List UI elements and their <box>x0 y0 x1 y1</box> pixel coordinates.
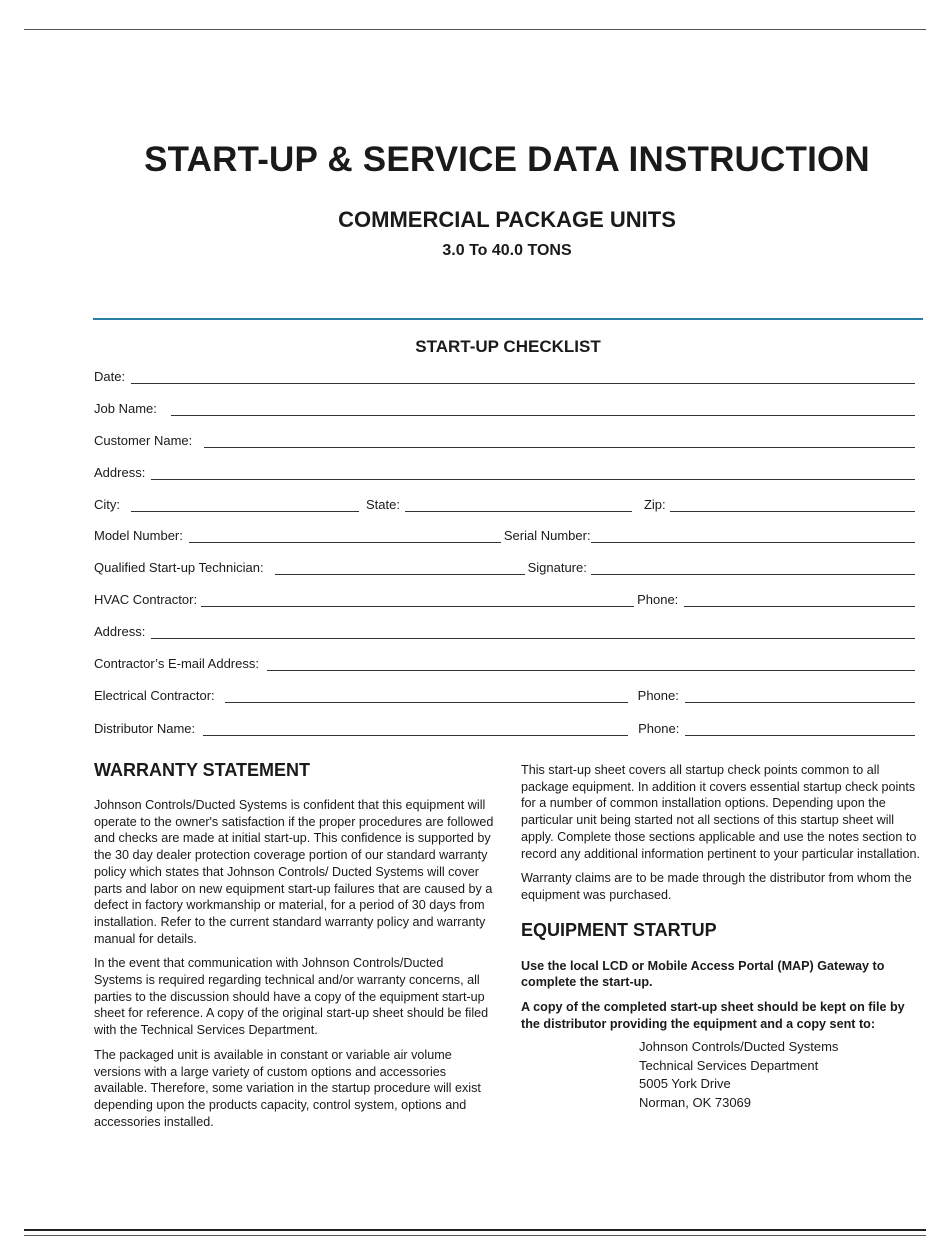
job-name-label: Job Name: <box>94 401 157 416</box>
date-row <box>94 367 915 384</box>
warranty-paragraph-2: In the event that communication with Johnson Controls/Ducted Systems is required regarding technical and/or warranty concerns, all parties to the discussion should have a copy of the equipment start-up sheet for reference. A copy of the original start-up sheet should be filed with the Technical Services Department. <box>94 956 489 1038</box>
model-serial-row <box>94 526 915 543</box>
contractor-email-label: Contractor’s E-mail Address: <box>94 656 259 671</box>
hvac-contractor-field[interactable] <box>201 594 634 607</box>
equipment-startup-heading: EQUIPMENT STARTUP <box>521 919 717 940</box>
model-number-field[interactable] <box>189 530 501 543</box>
distributor-phone-field[interactable] <box>685 723 915 736</box>
tonnage-range: 3.0 To 40.0 TONS <box>442 242 572 259</box>
serial-number-label: Serial Number: <box>503 528 591 543</box>
phone-label-3: Phone: <box>638 721 680 736</box>
bottom-rule-thin <box>24 1235 926 1236</box>
coverage-paragraph: This start-up sheet covers all startup check points common to all package equipment. In addition it covers essential startup check points for a number of common installation options. Depending upon the particular unit being started not all sections of this startup sheet will apply. Complete those sections applicable and use the notes section to record any additional information pertinent to your particular installation. <box>521 763 921 861</box>
city-field[interactable] <box>131 499 359 512</box>
right-column <box>521 762 923 1112</box>
serial-number-field[interactable] <box>591 530 915 543</box>
technician-row <box>94 558 915 575</box>
bottom-rule <box>24 1229 926 1231</box>
signature-label: Signature: <box>527 560 587 575</box>
date-field[interactable] <box>131 371 915 384</box>
address-label: Address: <box>94 465 146 480</box>
state-field[interactable] <box>405 499 632 512</box>
distributor-name-label: Distributor Name: <box>94 721 196 736</box>
job-name-row <box>94 399 915 416</box>
technician-field[interactable] <box>275 562 525 575</box>
signature-field[interactable] <box>591 562 915 575</box>
customer-name-label: Customer Name: <box>94 433 193 448</box>
phone-label: Phone: <box>637 592 679 607</box>
distributor-name-field[interactable] <box>203 723 628 736</box>
mailing-address <box>639 1038 923 1112</box>
address-row <box>94 463 915 480</box>
date-label: Date: <box>94 369 126 384</box>
electrical-contractor-row <box>94 686 915 703</box>
address-field[interactable] <box>151 467 915 480</box>
city-label: City: <box>94 497 120 512</box>
address-line: Norman, OK 73069 <box>639 1094 752 1110</box>
copy-instruction: A copy of the completed start-up sheet should be kept on file by the distributor providing the equipment and a copy sent to: <box>521 1000 905 1031</box>
hvac-phone-field[interactable] <box>684 594 915 607</box>
contractor-address-field[interactable] <box>151 626 915 639</box>
contractor-email-row <box>94 654 915 671</box>
technician-label: Qualified Start-up Technician: <box>94 560 264 575</box>
address-line: Johnson Controls/Ducted Systems <box>639 1039 839 1055</box>
zip-label: Zip: <box>643 497 666 512</box>
phone-label-2: Phone: <box>637 688 679 703</box>
warranty-section <box>94 760 494 1138</box>
contractor-email-field[interactable] <box>267 658 915 671</box>
page-title: START-UP & SERVICE DATA INSTRUCTION <box>144 140 870 179</box>
electrical-contractor-field[interactable] <box>225 690 628 703</box>
page-subtitle: COMMERCIAL PACKAGE UNITS <box>338 207 676 232</box>
top-rule <box>24 29 926 30</box>
lcd-map-instruction: Use the local LCD or Mobile Access Portal (MAP) Gateway to complete the start-up. <box>521 958 885 990</box>
warranty-heading: WARRANTY STATEMENT <box>94 760 310 780</box>
electrical-contractor-label: Electrical Contractor: <box>94 688 215 703</box>
city-state-zip-row <box>94 495 915 512</box>
contractor-address-label: Address: <box>94 624 146 639</box>
customer-name-row <box>94 431 915 448</box>
model-number-label: Model Number: <box>94 528 183 543</box>
warranty-claims-paragraph: Warranty claims are to be made through the distributor from whom the equipment was purchased. <box>521 871 912 902</box>
section-divider <box>93 318 923 320</box>
warranty-paragraph-1: Johnson Controls/Ducted Systems is confident that this equipment will operate to the owner's satisfaction if the proper procedures are followed and checks are made at initial start-up. This confidence is supported by the 30 day dealer protection coverage portion of our standard warranty policy which states that Johnson Controls/ Ducted Systems will cover parts and labor on new equipment start-up failures that are caused by a defect in factory workmanship or material, for a period of 30 days from installation. Refer to the current standard warranty policy and warranty manual for details. <box>94 798 494 946</box>
zip-field[interactable] <box>670 499 915 512</box>
checklist-title: START-UP CHECKLIST <box>415 337 601 356</box>
job-name-field[interactable] <box>171 403 915 416</box>
electrical-phone-field[interactable] <box>685 690 915 703</box>
hvac-contractor-label: HVAC Contractor: <box>94 592 198 607</box>
state-label: State: <box>366 497 400 512</box>
address-line: 5005 York Drive <box>639 1076 731 1092</box>
distributor-row <box>94 719 915 736</box>
warranty-paragraph-3: The packaged unit is available in constant or variable air volume versions with a large variety of custom options and accessories available. Therefore, some variation in the startup procedure will exist depending upon the products capacity, control system, options and accessories installed. <box>94 1047 481 1129</box>
hvac-contractor-row <box>94 590 915 607</box>
contractor-address-row <box>94 622 915 639</box>
customer-name-field[interactable] <box>204 435 915 448</box>
address-line: Technical Services Department <box>639 1057 819 1073</box>
